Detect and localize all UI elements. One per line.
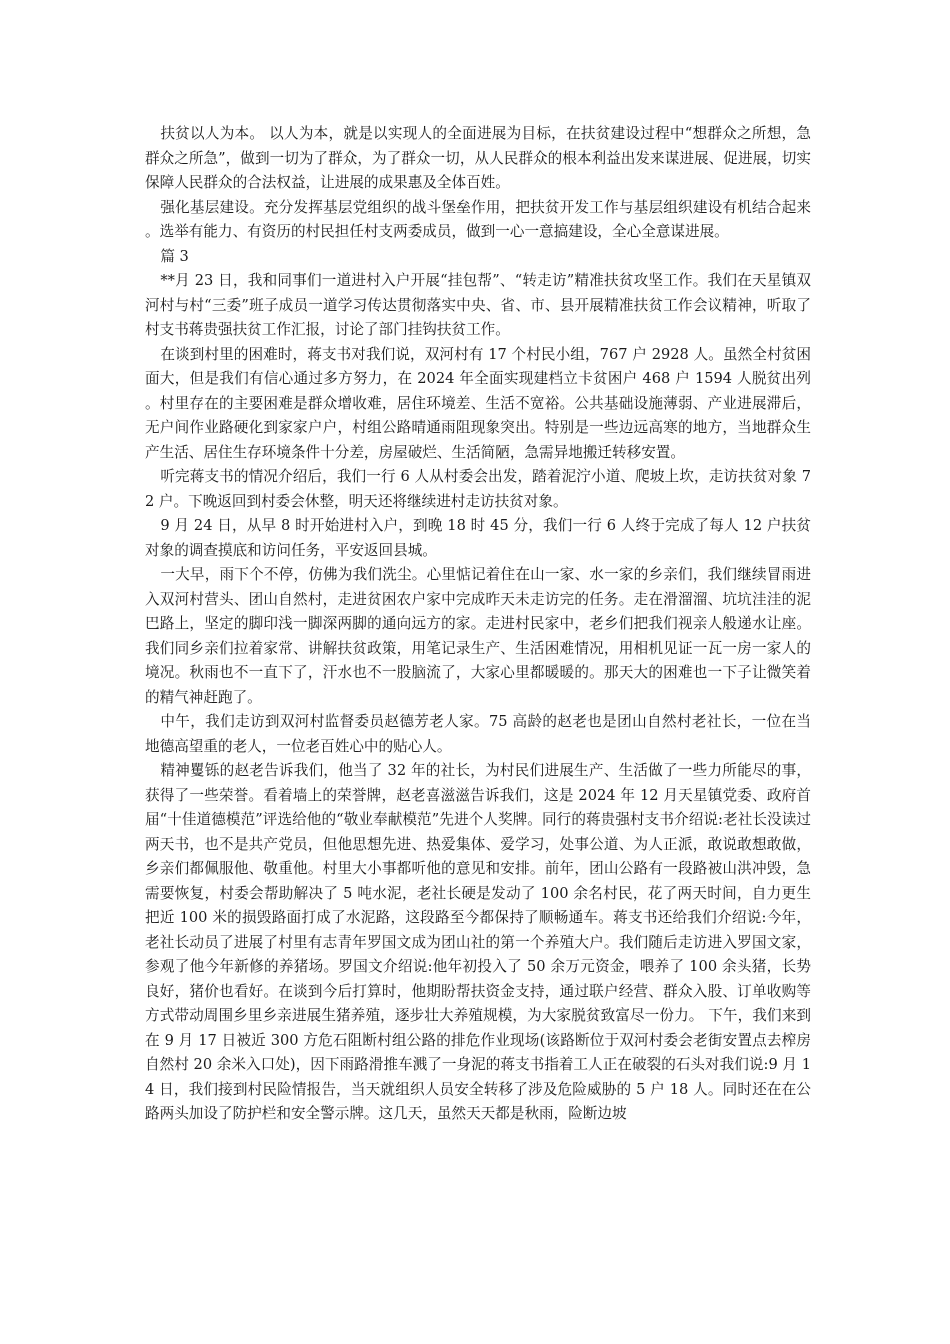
section-heading: 篇 3 [160, 247, 189, 265]
paragraph: 在谈到村里的困难时，蒋支书对我们说，双河村有 17 个村民小组，767 户 2928 人。虽然全村贫困面大，但是我们有信心通过多方努力，在 2024 年全面实现建档立卡贫困户 468 户 1594 人脱贫出列。村里存在的主要困难是群众增收难，居住环境差、生活不宽裕。公共基础设施薄弱、产业进展滞后，无户间作业路硬化到家家户户，村组公路晴通雨阻现象突出。特别是一些边远高寒的地方，当地群众生产生活、居住生存环境条件十分差，房屋破烂、生活简陋，急需异地搬迁转移安置。 [145, 345, 811, 461]
paragraph: 听完蒋支书的情况介绍后，我们一行 6 人从村委会出发，踏着泥泞小道、爬坡上坎，走访扶贫对象 72 户。下晚返回到村委会休整，明天还将继续进村走访扶贫对象。 [145, 468, 811, 510]
paragraph: 扶贫以人为本。 以人为本，就是以实现人的全面进展为目标，在扶贫建设过程中“想群众之所想，急群众之所急”，做到一切为了群众，为了群众一切，从人民群众的根本利益出发来谋进展、促进展，切实保障人民群众的合法权益，让进展的成果惠及全体百姓。 [145, 125, 811, 191]
paragraph: 一大早，雨下个不停，仿佛为我们洗尘。心里惦记着住在山一家、水一家的乡亲们，我们继续冒雨进入双河村营头、团山自然村，走进贫困农户家中完成昨天未走访完的任务。走在滑溜溜、坑坑洼洼的泥巴路上，坚定的脚印浅一脚深两脚的通向远方的家。走进村民家中，老乡们把我们视亲人般递水让座。我们同乡亲们拉着家常、讲解扶贫政策，用笔记录生产、生活困难情况，用相机见证一瓦一房一家人的境况。秋雨也不一直下了，汗水也不一股脑流了，大家心里都暖暖的。那天大的困难也一下子让微笑着的精气神赶跑了。 [145, 566, 811, 706]
paragraph: 强化基层建设。充分发挥基层党组织的战斗堡垒作用，把扶贫开发工作与基层组织建设有机结合起来。选举有能力、有资历的村民担任村支两委成员，做到一心一意搞建设，全心全意谋进展。 [145, 198, 811, 240]
document-body [145, 122, 811, 1127]
paragraph: **月 23 日，我和同事们一道进村入户开展“挂包帮”、“转走访”精准扶贫攻坚工作。我们在天星镇双河村与村“三委”班子成员一道学习传达贯彻落实中央、省、市、县开展精准扶贫工作会议精神，听取了村支书蒋贵强扶贫工作汇报，讨论了部门挂钩扶贫工作。 [145, 272, 811, 338]
paragraph: 中午，我们走访到双河村监督委员赵德芳老人家。75 高龄的赵老也是团山自然村老社长，一位在当地德高望重的老人，一位老百姓心中的贴心人。 [145, 713, 811, 755]
paragraph: 9 月 24 日，从早 8 时开始进村入户，到晚 18 时 45 分，我们一行 6 人终于完成了每人 12 户扶贫对象的调查摸底和访问任务，平安返回县城。 [145, 517, 811, 559]
paragraph: 精神矍铄的赵老告诉我们，他当了 32 年的社长，为村民们进展生产、生活做了一些力所能尽的事，获得了一些荣誉。看着墙上的荣誉牌，赵老喜滋滋告诉我们，这是 2024 年 12 月天星镇党委、政府首届“十佳道德模范”评选给他的“敬业奉献模范”先进个人奖牌。同行的蒋贵强村支书介绍说:老社长没读过两天书，也不是共产党员，但他思想先进、热爱集体、爱学习，处事公道、为人正派，敢说敢想敢做，乡亲们都佩服他、敬重他。村里大小事都听他的意见和安排。前年，团山公路有一段路被山洪冲毁，急需要恢复，村委会帮助解决了 5 吨水泥，老社长硬是发动了 100 余名村民，花了两天时间，自力更生把近 100 米的损毁路面打成了水泥路，这段路至今都保持了顺畅通车。蒋支书还给我们介绍说:今年，老社长动员了进展了村里有志青年罗国文成为团山社的第一个养殖大户。我们随后走访进入罗国文家，参观了他今年新修的养猪场。罗国文介绍说:他年初投入了 50 余万元资金，喂养了 100 余头猪，长势良好，猪价也看好。在谈到今后打算时，他期盼帮扶资金支持，通过联户经营、群众入股、订单收购等方式带动周围乡里乡亲进展生猪养殖，逐步壮大养殖规模，为大家脱贫致富尽一份力。 下午，我们来到在 9 月 17 日被近 300 方危石阻断村组公路的排危作业现场(该路断位于双河村委会老街安置点去榨房自然村 20 余米入口处)，因下雨路滑推车溅了一身泥的蒋支书指着工人正在破裂的石头对我们说:9 月 14 日，我们接到村民险情报告，当天就组织人员安全转移了涉及危险威胁的 5 户 18 人。同时还在在公路两头加设了防护栏和安全警示牌。这几天，虽然天天都是秋雨，险断边坡 [145, 762, 811, 1122]
